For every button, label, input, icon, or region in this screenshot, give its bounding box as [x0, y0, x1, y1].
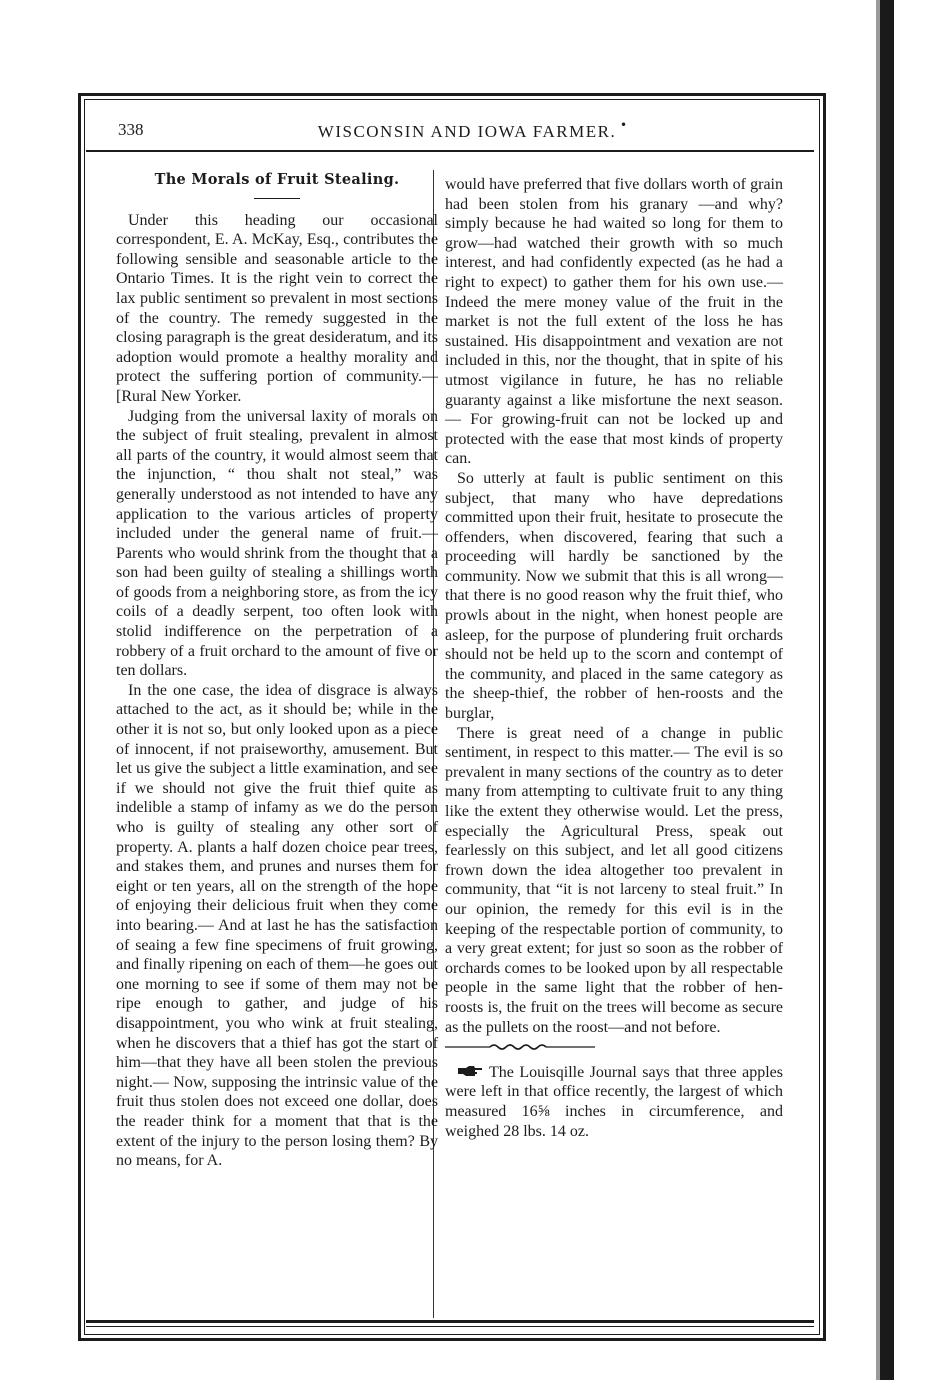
footer-rule-thin [86, 1326, 814, 1327]
article-paragraph: would have preferred that five dollars worth of grain had been stolen from his granary —and why? simply because he had waited so long for them to grow—had watched their growth with so much interest, and had confidently expected (as he had a right to expect) to gather them for his own use.— Indeed the mere money value of the fruit in the market is not the full extent of the loss he has sustained. His disappointment and vexation are not included in this, nor the thought, that in spite of his utmost vigilance in future, he has no reliable guaranty against a like misfortune the next season.— For growing-fruit can not be locked up and protected with the ease that most kinds of property can. [445, 176, 783, 468]
header-rule [86, 150, 814, 152]
wavy-separator-rule [445, 1043, 595, 1051]
article-paragraph: In the one case, the idea of disgrace is always attached to the act, as it should be; while in the other it is not so, but only looked upon as a piece of innocent, if not praiseworthy, amusement. But let us give the subject a little examination, and see if we should not give the fruit thief quite as indelible a stamp of infamy as we do the person who is guilty of stealing any other sort of property. A. plants a half dozen choice pear trees, and stakes them, and prunes and nurses them for eight or ten years, all on the strength of the hope of enjoying their delicious fruit when they come into bearing.— And at last he has the satisfaction of seaing a few fine specimens of fruit growing, and finally ripening on each of them—he goes out one morning to see if some of them may not be ripe enough to gather, and judge of his disappointment, you who wink at fruit stealing, when he discovers that a thief has got the start of him—that they have all been stolen the previous night.— Now, supposing the intrinsic value of the fruit thus stolen does not exceed one dollar, does the reader think for a moment that that is the extent of the injury to the person losing them? By no means, for A. [116, 681, 438, 1170]
footer-rule-thick [86, 1320, 814, 1323]
right-column [445, 175, 783, 1141]
page-spine-edge [880, 0, 894, 1380]
article-paragraph: There is great need of a change in public sentiment, in respect to this matter.— The evil is so prevalent in many sections of the country as to deter many from attempting to cultivate fruit to any thing like the extent they otherwise would. Let the press, especially the Agricultural Press, speak out fearlessly on this subject, and let all good citizens frown down the idea altogether too prevalent in community, that “it is not larceny to steal fruit.” In our opinion, the remedy for this evil is in the keeping of the respectable portion of community, to a very great extent; for just so soon as the robber of orchards comes to be looked upon by all respectable people in the same light that the robber of hen-roosts is, the fruit on the trees will become as secure as the pullets on the roost—and not before. [445, 724, 783, 1036]
pointing-hand-icon [457, 1064, 483, 1078]
article-paragraph: Under this heading our occasional correspondent, E. A. McKay, Esq., contributes the following sensible and seasonable article to the Ontario Times. It is the right vein to correct the lax public sentiment so prevalent in most sections of the country. The remedy suggested in the closing paragraph is the great desideratum, and its adoption would promote a healthy morality and protect the suffering portion of community.—[Rural New Yorker. [116, 211, 438, 405]
news-note [445, 1063, 783, 1141]
left-column [116, 170, 438, 1171]
article-paragraph: Judging from the universal laxity of morals on the subject of fruit stealing, prevalent in almost all parts of the country, it would almost seem that the injunction, “ thou shalt not steal,” was generally understood as not intended to have any application to the various articles of property included under the general name of fruit.— Parents who would shrink from the thought that a son had been guilty of stealing a shillings worth of goods from a neighboring store, as from the icy coils of a deadly serpent, too often look with stolid indifference on the perpetration of a robbery of a fruit orchard to the amount of five or ten dollars. [116, 407, 438, 680]
article-paragraph: So utterly at fault is public sentiment on this subject, that many who have depredations committed upon their fruit, hesitate to prosecute the offenders, when discovered, fearing that such a proceeding will hardly be sanctioned by the community. Now we submit that this is all wrong—that there is no good reason why the fruit thief, who prowls about in the night, when honest people are asleep, for the purpose of plundering fruit orchards should not be held up to the scorn and contempt of the community, and placed in the same category as the sheep-thief, the robber of hen-roosts and the burglar, [445, 469, 783, 723]
running-title: WISCONSIN AND IOWA FARMER. [317, 122, 617, 141]
header-mark: • [620, 118, 628, 132]
news-note-text: The Louisqille Journal says that three apples were left in that office recently, the largest of which measured 16⅝ inches in circumference, and weighed 28 lbs. 14 oz. [445, 1063, 783, 1140]
page-number: 338 [118, 120, 144, 139]
article-title: The Morals of Fruit Stealing. [154, 171, 400, 188]
title-rule [254, 198, 300, 199]
